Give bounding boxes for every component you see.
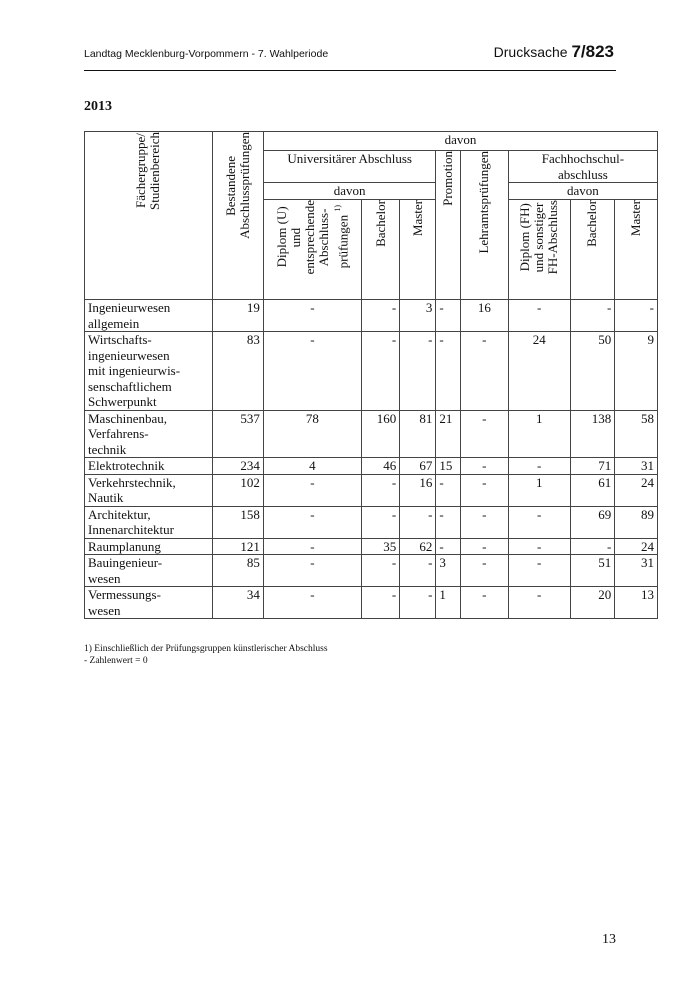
- table-row: [85, 332, 658, 411]
- table-body: [85, 300, 658, 619]
- table-cell: 51: [570, 555, 615, 587]
- header-promotion: Promotion: [436, 151, 460, 300]
- table-cell: -: [263, 332, 361, 411]
- table-cell: 158: [212, 506, 263, 538]
- table-row: [85, 474, 658, 506]
- table-cell: -: [508, 458, 570, 475]
- table-cell: -: [460, 538, 508, 555]
- table-cell: -: [570, 538, 615, 555]
- table-cell: -: [361, 332, 399, 411]
- table-cell: 21: [436, 410, 460, 458]
- year-heading: 2013: [84, 99, 112, 114]
- table-cell: -: [460, 506, 508, 538]
- table-cell: 83: [212, 332, 263, 411]
- table-cell: 62: [400, 538, 436, 555]
- table-cell: -: [436, 332, 460, 411]
- table-cell: -: [263, 474, 361, 506]
- header-fh-bachelor: Bachelor: [570, 200, 615, 300]
- table-row: [85, 300, 658, 332]
- table-cell: -: [460, 555, 508, 587]
- table-cell: -: [460, 458, 508, 475]
- table-cell: 50: [570, 332, 615, 411]
- row-label: Elektrotechnik: [85, 458, 213, 475]
- header-bachelor: Bachelor: [361, 200, 399, 300]
- table-cell: 24: [615, 538, 658, 555]
- table-cell: -: [400, 506, 436, 538]
- table-cell: 102: [212, 474, 263, 506]
- table-cell: 46: [361, 458, 399, 475]
- header-rule: [84, 70, 616, 71]
- table-cell: 15: [436, 458, 460, 475]
- table-cell: 81: [400, 410, 436, 458]
- table-cell: -: [460, 332, 508, 411]
- table-cell: 9: [615, 332, 658, 411]
- table-cell: 537: [212, 410, 263, 458]
- header-universitaer: Universitärer Abschluss: [263, 151, 436, 183]
- header-fachhochschul: Fachhochschul- abschluss: [508, 151, 657, 183]
- header-uni-davon: davon: [263, 183, 436, 200]
- footnote-2: - Zahlenwert = 0: [84, 656, 148, 666]
- statistics-table: [84, 131, 658, 619]
- table-cell: 85: [212, 555, 263, 587]
- table-cell: 89: [615, 506, 658, 538]
- table-cell: 58: [615, 410, 658, 458]
- page-number: 13: [602, 932, 616, 947]
- header-diplom-fh: Diplom (FH) und sonstiger FH-Abschluss: [508, 200, 570, 300]
- header-bestandene: Bestandene Abschlussprüfungen: [212, 132, 263, 300]
- table-cell: 31: [615, 555, 658, 587]
- row-label: Maschinenbau, Verfahrens- technik: [85, 410, 213, 458]
- document-number: 7/823: [571, 42, 614, 61]
- table-cell: 16: [400, 474, 436, 506]
- header-left: Landtag Mecklenburg-Vorpommern - 7. Wahlperiode: [84, 48, 329, 60]
- table-cell: 24: [508, 332, 570, 411]
- table-cell: 1: [508, 474, 570, 506]
- table-cell: -: [400, 332, 436, 411]
- table-cell: -: [436, 474, 460, 506]
- table-cell: 78: [263, 410, 361, 458]
- footnote-1: 1) Einschließlich der Prüfungsgruppen künstlerischer Abschluss: [84, 644, 328, 654]
- table-cell: -: [570, 300, 615, 332]
- header-right: [494, 42, 614, 62]
- table-cell: -: [263, 300, 361, 332]
- table-cell: -: [508, 587, 570, 619]
- table-row: [85, 587, 658, 619]
- table-cell: 20: [570, 587, 615, 619]
- table-cell: -: [361, 300, 399, 332]
- footnotes: [84, 643, 328, 667]
- table-cell: -: [361, 587, 399, 619]
- row-label: Ingenieurwesen allgemein: [85, 300, 213, 332]
- table-cell: -: [361, 474, 399, 506]
- table-cell: 16: [460, 300, 508, 332]
- table-cell: 234: [212, 458, 263, 475]
- header-master: Master: [400, 200, 436, 300]
- table-cell: -: [615, 300, 658, 332]
- table-cell: 69: [570, 506, 615, 538]
- table-cell: -: [436, 506, 460, 538]
- table-cell: -: [361, 506, 399, 538]
- header-lehramt: Lehramtsprüfungen: [460, 151, 508, 300]
- table-cell: 24: [615, 474, 658, 506]
- row-label: Verkehrstechnik, Nautik: [85, 474, 213, 506]
- table-cell: -: [508, 555, 570, 587]
- table-cell: -: [361, 555, 399, 587]
- table-cell: 13: [615, 587, 658, 619]
- table-cell: -: [460, 410, 508, 458]
- table-cell: 4: [263, 458, 361, 475]
- table-cell: 71: [570, 458, 615, 475]
- table-cell: -: [263, 587, 361, 619]
- table-cell: -: [263, 506, 361, 538]
- header-fh-davon: davon: [508, 183, 657, 200]
- table-row: [85, 555, 658, 587]
- row-label: Bauingenieur- wesen: [85, 555, 213, 587]
- table-cell: -: [508, 506, 570, 538]
- table-row: [85, 506, 658, 538]
- table-cell: -: [263, 555, 361, 587]
- table-cell: 3: [436, 555, 460, 587]
- table-cell: 121: [212, 538, 263, 555]
- table-cell: -: [508, 300, 570, 332]
- table-cell: -: [436, 300, 460, 332]
- header-faechergruppe: Fächergruppe/ Studienbereich: [85, 132, 213, 300]
- row-label: Vermessungs- wesen: [85, 587, 213, 619]
- row-label: Architektur, Innenarchitektur: [85, 506, 213, 538]
- table-cell: 138: [570, 410, 615, 458]
- table-cell: 61: [570, 474, 615, 506]
- table-cell: 1: [436, 587, 460, 619]
- header-fh-master: Master: [615, 200, 658, 300]
- table-cell: -: [436, 538, 460, 555]
- table-cell: -: [460, 474, 508, 506]
- table-row: [85, 538, 658, 555]
- table-cell: -: [508, 538, 570, 555]
- table-cell: -: [263, 538, 361, 555]
- table-cell: 3: [400, 300, 436, 332]
- table-cell: -: [400, 587, 436, 619]
- table-row: [85, 410, 658, 458]
- table-cell: -: [400, 555, 436, 587]
- table-cell: 19: [212, 300, 263, 332]
- row-label: Wirtschafts- ingenieurwesen mit ingenieurwis- senschaftlichem Schwerpunkt: [85, 332, 213, 411]
- table-cell: 1: [508, 410, 570, 458]
- row-label: Raumplanung: [85, 538, 213, 555]
- header-right-prefix: Drucksache: [493, 44, 572, 60]
- header-davon: davon: [263, 132, 657, 151]
- table-row: [85, 458, 658, 475]
- table-cell: -: [460, 587, 508, 619]
- table-cell: 31: [615, 458, 658, 475]
- table-cell: 35: [361, 538, 399, 555]
- table-cell: 34: [212, 587, 263, 619]
- table-cell: 67: [400, 458, 436, 475]
- header-diplom-u: Diplom (U) und entsprechende Abschluss- prüfungen $^{1)}$: [263, 200, 361, 300]
- table-cell: 160: [361, 410, 399, 458]
